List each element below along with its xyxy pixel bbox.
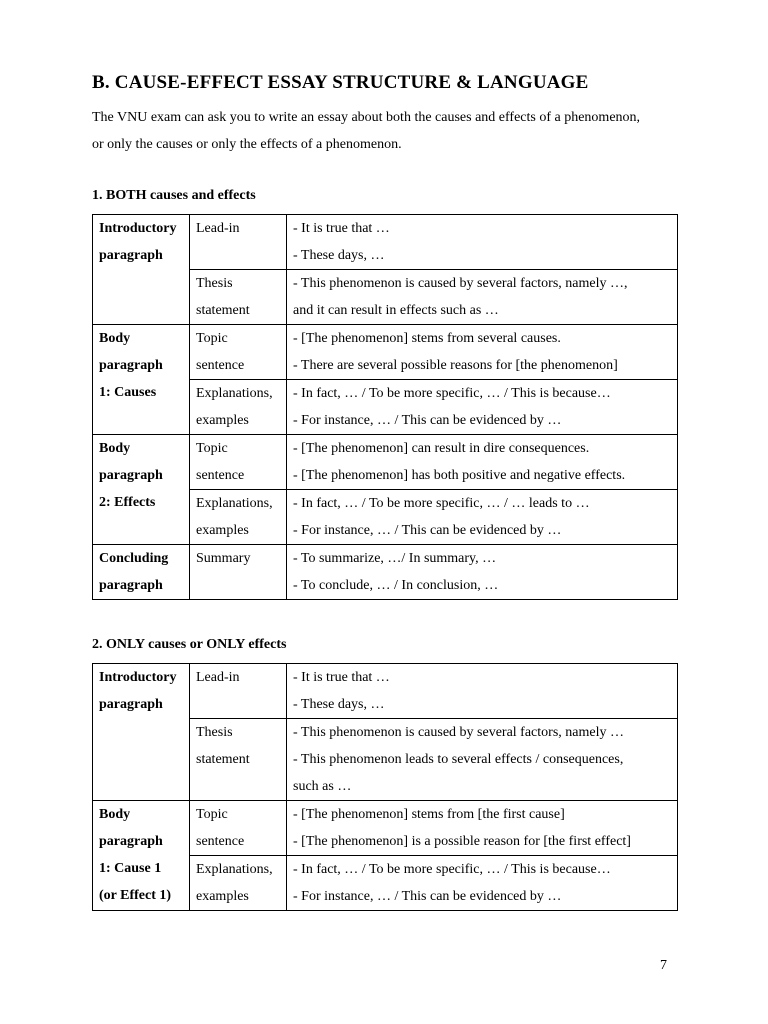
phrase-line: - These days, … [293,697,385,712]
phrases-cell [287,215,678,270]
paragraph-label-line: Body [99,331,131,346]
element-label-line: Thesis [196,276,233,291]
paragraph-label-cell [93,801,190,911]
paragraph-label-line: Body [99,807,131,822]
phrases-cell [287,435,678,490]
intro-line: or only the causes or only the effects of a phenomenon. [92,137,402,152]
paragraph-label-line: paragraph [99,697,163,712]
page-number: 7 [660,958,667,973]
element-label-line: Lead-in [196,221,240,236]
phrase-line: - In fact, … / To be more specific, … / … leads to … [293,496,590,511]
paragraph-label-cell [93,435,190,545]
phrase-line: - [The phenomenon] is a possible reason for [the first effect] [293,834,631,849]
paragraph-label-line: paragraph [99,248,163,263]
phrase-line: - It is true that … [293,221,390,236]
element-label-line: examples [196,413,249,428]
table-row [93,801,678,856]
paragraph-label-line: paragraph [99,578,163,593]
paragraph-label-line: 2: Effects [99,495,156,510]
phrase-line: - For instance, … / This can be evidenced by … [293,523,562,538]
element-label-line: Topic [196,331,228,346]
element-label-line: Topic [196,807,228,822]
structure-table-both [92,214,678,600]
paragraph-label-cell [93,325,190,435]
element-label-line: Explanations, [196,496,273,511]
paragraph-label-line: Introductory [99,221,177,236]
element-cell [190,435,287,490]
paragraph-label-line: paragraph [99,468,163,483]
element-cell [190,380,287,435]
element-label-line: examples [196,523,249,538]
element-label-line: Topic [196,441,228,456]
phrase-line: - This phenomenon is caused by several factors, namely … [293,725,624,740]
paragraph-label-line: (or Effect 1) [99,888,172,903]
phrases-cell [287,545,678,600]
phrases-cell [287,325,678,380]
phrase-line: - [The phenomenon] has both positive and negative effects. [293,468,626,483]
paragraph-label-line: Introductory [99,670,177,685]
phrase-line: - In fact, … / To be more specific, … / This is because… [293,386,611,401]
intro-paragraph [92,104,692,158]
table-row [93,545,678,600]
phrases-cell [287,270,678,325]
element-label-line: sentence [196,358,245,373]
phrase-line: - There are several possible reasons for [the phenomenon] [293,358,618,373]
phrase-line: - [The phenomenon] stems from [the first cause] [293,807,565,822]
paragraph-label-line: Body [99,441,131,456]
element-cell [190,664,287,719]
paragraph-label-line: 1: Cause 1 [99,861,162,876]
paragraph-label-line: Concluding [99,551,169,566]
phrase-line: - To conclude, … / In conclusion, … [293,578,499,593]
phrase-line: - [The phenomenon] can result in dire consequences. [293,441,590,456]
paragraph-label-cell [93,215,190,325]
element-label-line: Explanations, [196,386,273,401]
element-cell [190,856,287,911]
section2-title: 2. ONLY causes or ONLY effects [92,637,287,652]
element-label-line: sentence [196,834,245,849]
table-row [93,664,678,719]
phrase-line: - This phenomenon leads to several effects / consequences, [293,752,624,767]
paragraph-label-cell [93,545,190,600]
structure-table-only [92,663,678,911]
element-cell [190,719,287,801]
phrase-line: - These days, … [293,248,385,263]
element-label-line: Thesis [196,725,233,740]
table-row [93,435,678,490]
phrases-cell [287,490,678,545]
phrase-line: - This phenomenon is caused by several factors, namely …, [293,276,628,291]
element-cell [190,325,287,380]
phrase-line: - To summarize, …/ In summary, … [293,551,497,566]
section-heading: B. CAUSE-EFFECT ESSAY STRUCTURE & LANGUAGE [92,72,589,93]
section1-title: 1. BOTH causes and effects [92,188,256,203]
element-cell [190,270,287,325]
element-label-line: statement [196,752,250,767]
phrases-cell [287,664,678,719]
table-row [93,215,678,270]
element-label-line: Summary [196,551,251,566]
phrases-cell [287,856,678,911]
element-cell [190,545,287,600]
phrases-cell [287,380,678,435]
paragraph-label-line: 1: Causes [99,385,157,400]
phrases-cell [287,719,678,801]
element-cell [190,215,287,270]
phrase-line: - For instance, … / This can be evidenced by … [293,413,562,428]
intro-line: The VNU exam can ask you to write an essay about both the causes and effects of a phenomenon, [92,110,641,125]
element-label-line: sentence [196,468,245,483]
element-label-line: Lead-in [196,670,240,685]
phrase-line: and it can result in effects such as … [293,303,499,318]
phrase-line: - It is true that … [293,670,390,685]
phrase-line: such as … [293,779,352,794]
element-label-line: Explanations, [196,862,273,877]
element-cell [190,801,287,856]
phrase-line: - [The phenomenon] stems from several causes. [293,331,561,346]
paragraph-label-line: paragraph [99,834,163,849]
table-row [93,325,678,380]
phrase-line: - In fact, … / To be more specific, … / This is because… [293,862,611,877]
paragraph-label-cell [93,664,190,801]
phrase-line: - For instance, … / This can be evidenced by … [293,889,562,904]
element-label-line: statement [196,303,250,318]
element-cell [190,490,287,545]
paragraph-label-line: paragraph [99,358,163,373]
element-label-line: examples [196,889,249,904]
phrases-cell [287,801,678,856]
